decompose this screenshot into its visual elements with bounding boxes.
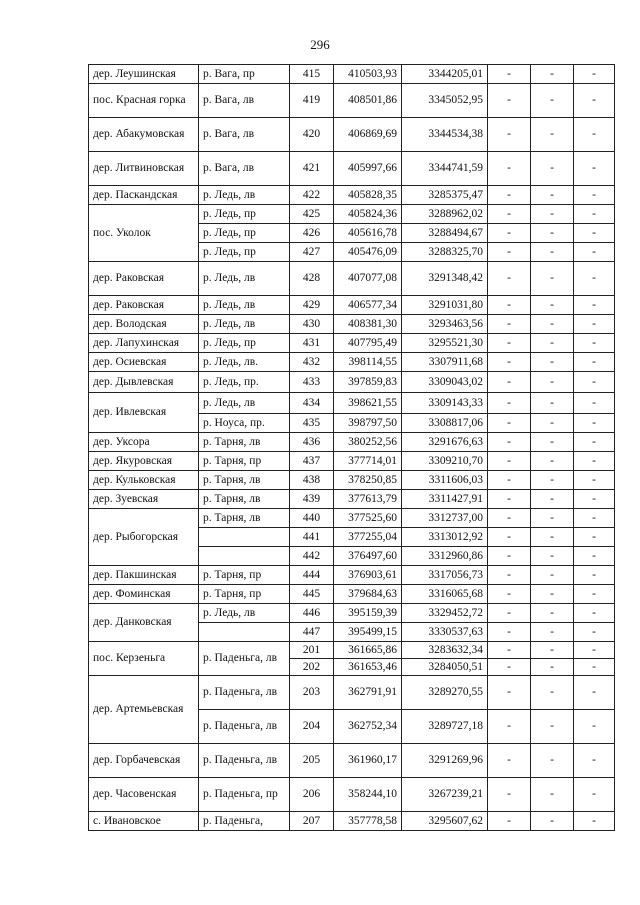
dash-cell: - — [488, 528, 531, 547]
settlement-name-cell: дер. Кульковская — [89, 471, 199, 490]
coordinate-y-cell: 3291676,63 — [402, 433, 488, 452]
dash-cell: - — [574, 676, 615, 710]
coordinate-y-cell: 3284050,51 — [402, 659, 488, 676]
dash-cell: - — [531, 452, 574, 471]
dash-cell: - — [488, 433, 531, 452]
table-row — [89, 642, 615, 659]
dash-cell: - — [488, 152, 531, 186]
dash-cell: - — [531, 744, 574, 778]
settlement-name-cell: пос. Уколок — [89, 205, 199, 262]
table-row — [89, 152, 615, 186]
settlement-name-cell: дер. Дывлевская — [89, 372, 199, 393]
coordinate-x-cell: 376497,60 — [334, 547, 402, 566]
coordinate-y-cell: 3291031,80 — [402, 296, 488, 315]
water-body-cell: р. Тарня, лв — [199, 471, 290, 490]
coordinate-x-cell: 398114,55 — [334, 353, 402, 372]
dash-cell: - — [488, 414, 531, 433]
coordinate-y-cell: 3267239,21 — [402, 778, 488, 812]
point-number-cell: 206 — [290, 778, 334, 812]
dash-cell: - — [574, 414, 615, 433]
dash-cell: - — [488, 566, 531, 585]
point-number-cell: 432 — [290, 353, 334, 372]
coordinate-x-cell: 357778,58 — [334, 812, 402, 831]
dash-cell: - — [488, 710, 531, 744]
settlement-name-cell: дер. Осиевская — [89, 353, 199, 372]
coordinate-x-cell: 405616,78 — [334, 224, 402, 243]
coordinate-y-cell: 3295607,62 — [402, 812, 488, 831]
settlement-name-cell: дер. Лапухинская — [89, 334, 199, 353]
dash-cell: - — [488, 262, 531, 296]
point-number-cell: 419 — [290, 84, 334, 118]
water-body-cell: р. Ледь, пр — [199, 243, 290, 262]
dash-cell: - — [531, 604, 574, 623]
settlement-name-cell: дер. Раковская — [89, 296, 199, 315]
dash-cell: - — [488, 744, 531, 778]
dash-cell: - — [574, 547, 615, 566]
dash-cell: - — [488, 393, 531, 414]
dash-cell: - — [574, 710, 615, 744]
coordinate-x-cell: 405828,35 — [334, 186, 402, 205]
point-number-cell: 437 — [290, 452, 334, 471]
dash-cell: - — [488, 315, 531, 334]
dash-cell: - — [531, 585, 574, 604]
dash-cell: - — [488, 334, 531, 353]
dash-cell: - — [531, 243, 574, 262]
table-row — [89, 452, 615, 471]
dash-cell: - — [488, 84, 531, 118]
dash-cell: - — [488, 623, 531, 642]
point-number-cell: 447 — [290, 623, 334, 642]
table-row — [89, 778, 615, 812]
coordinate-x-cell: 410503,93 — [334, 65, 402, 84]
water-body-cell — [199, 547, 290, 566]
coordinate-y-cell: 3312960,86 — [402, 547, 488, 566]
point-number-cell: 440 — [290, 509, 334, 528]
settlement-name-cell: дер. Ивлевская — [89, 393, 199, 433]
dash-cell: - — [574, 528, 615, 547]
table-row — [89, 812, 615, 831]
dash-cell: - — [531, 812, 574, 831]
dash-cell: - — [531, 471, 574, 490]
dash-cell: - — [531, 334, 574, 353]
water-body-cell: р. Ледь, пр. — [199, 372, 290, 393]
coordinate-x-cell: 358244,10 — [334, 778, 402, 812]
coordinate-x-cell: 379684,63 — [334, 585, 402, 604]
point-number-cell: 207 — [290, 812, 334, 831]
table-row — [89, 65, 615, 84]
coordinate-y-cell: 3317056,73 — [402, 566, 488, 585]
settlements-table — [88, 64, 615, 831]
dash-cell: - — [531, 710, 574, 744]
coordinate-y-cell: 3283632,34 — [402, 642, 488, 659]
point-number-cell: 421 — [290, 152, 334, 186]
water-body-cell: р. Вага, лв — [199, 84, 290, 118]
dash-cell: - — [488, 585, 531, 604]
water-body-cell: р. Ледь, лв — [199, 315, 290, 334]
water-body-cell: р. Тарня, пр — [199, 566, 290, 585]
water-body-cell: р. Тарня, пр — [199, 585, 290, 604]
point-number-cell: 425 — [290, 205, 334, 224]
dash-cell: - — [574, 452, 615, 471]
point-number-cell: 205 — [290, 744, 334, 778]
table-row — [89, 118, 615, 152]
dash-cell: - — [488, 296, 531, 315]
settlement-name-cell: дер. Паскандская — [89, 186, 199, 205]
dash-cell: - — [574, 372, 615, 393]
water-body-cell: р. Ноуса, пр. — [199, 414, 290, 433]
water-body-cell: р. Ледь, лв. — [199, 353, 290, 372]
coordinate-y-cell: 3313012,92 — [402, 528, 488, 547]
dash-cell: - — [574, 262, 615, 296]
dash-cell: - — [574, 315, 615, 334]
coordinate-x-cell: 362791,91 — [334, 676, 402, 710]
dash-cell: - — [574, 84, 615, 118]
point-number-cell: 428 — [290, 262, 334, 296]
water-body-cell: р. Паденьга, лв — [199, 710, 290, 744]
settlement-name-cell: дер. Раковская — [89, 262, 199, 296]
water-body-cell: р. Вага, лв — [199, 118, 290, 152]
coordinate-y-cell: 3344205,01 — [402, 65, 488, 84]
point-number-cell: 439 — [290, 490, 334, 509]
coordinate-x-cell: 361653,46 — [334, 659, 402, 676]
table-row — [89, 604, 615, 623]
point-number-cell: 420 — [290, 118, 334, 152]
dash-cell: - — [574, 778, 615, 812]
coordinate-x-cell: 408381,30 — [334, 315, 402, 334]
table-row — [89, 471, 615, 490]
water-body-cell: р. Паденьга, лв — [199, 676, 290, 710]
dash-cell: - — [488, 353, 531, 372]
dash-cell: - — [531, 547, 574, 566]
point-number-cell: 446 — [290, 604, 334, 623]
table-row — [89, 315, 615, 334]
water-body-cell: р. Ледь, лв — [199, 296, 290, 315]
point-number-cell: 201 — [290, 642, 334, 659]
dash-cell: - — [574, 812, 615, 831]
coordinate-y-cell: 3289727,18 — [402, 710, 488, 744]
dash-cell: - — [531, 490, 574, 509]
dash-cell: - — [574, 334, 615, 353]
point-number-cell: 434 — [290, 393, 334, 414]
coordinate-y-cell: 3295521,30 — [402, 334, 488, 353]
point-number-cell: 427 — [290, 243, 334, 262]
settlement-name-cell: дер. Литвиновская — [89, 152, 199, 186]
settlement-name-cell: дер. Горбачевская — [89, 744, 199, 778]
dash-cell: - — [574, 205, 615, 224]
coordinate-y-cell: 3316065,68 — [402, 585, 488, 604]
point-number-cell: 203 — [290, 676, 334, 710]
coordinate-x-cell: 378250,85 — [334, 471, 402, 490]
dash-cell: - — [574, 65, 615, 84]
coordinate-y-cell: 3309143,33 — [402, 393, 488, 414]
dash-cell: - — [574, 659, 615, 676]
point-number-cell: 430 — [290, 315, 334, 334]
point-number-cell: 438 — [290, 471, 334, 490]
dash-cell: - — [531, 353, 574, 372]
coordinate-y-cell: 3309210,70 — [402, 452, 488, 471]
dash-cell: - — [574, 585, 615, 604]
settlement-name-cell: дер. Володская — [89, 315, 199, 334]
dash-cell: - — [488, 547, 531, 566]
table-row — [89, 205, 615, 224]
table-row — [89, 393, 615, 414]
coordinate-x-cell: 406869,69 — [334, 118, 402, 152]
coordinate-x-cell: 405476,09 — [334, 243, 402, 262]
dash-cell: - — [488, 659, 531, 676]
dash-cell: - — [574, 296, 615, 315]
water-body-cell: р. Тарня, лв — [199, 509, 290, 528]
table-row — [89, 566, 615, 585]
dash-cell: - — [531, 623, 574, 642]
coordinate-y-cell: 3311606,03 — [402, 471, 488, 490]
table-row — [89, 372, 615, 393]
dash-cell: - — [574, 224, 615, 243]
table-row — [89, 433, 615, 452]
coordinate-y-cell: 3291348,42 — [402, 262, 488, 296]
point-number-cell: 431 — [290, 334, 334, 353]
coordinate-x-cell: 397859,83 — [334, 372, 402, 393]
coordinate-y-cell: 3293463,56 — [402, 315, 488, 334]
dash-cell: - — [531, 566, 574, 585]
dash-cell: - — [488, 509, 531, 528]
coordinate-x-cell: 361960,17 — [334, 744, 402, 778]
dash-cell: - — [574, 744, 615, 778]
water-body-cell: р. Ледь, лв — [199, 262, 290, 296]
point-number-cell: 433 — [290, 372, 334, 393]
page-number: 296 — [310, 37, 330, 52]
point-number-cell: 442 — [290, 547, 334, 566]
dash-cell: - — [531, 778, 574, 812]
dash-cell: - — [574, 186, 615, 205]
table-row — [89, 585, 615, 604]
dash-cell: - — [531, 262, 574, 296]
dash-cell: - — [488, 471, 531, 490]
dash-cell: - — [488, 372, 531, 393]
table-row — [89, 296, 615, 315]
point-number-cell: 426 — [290, 224, 334, 243]
point-number-cell: 441 — [290, 528, 334, 547]
dash-cell: - — [488, 118, 531, 152]
point-number-cell: 444 — [290, 566, 334, 585]
coordinate-y-cell: 3285375,47 — [402, 186, 488, 205]
coordinate-x-cell: 380252,56 — [334, 433, 402, 452]
point-number-cell: 445 — [290, 585, 334, 604]
dash-cell: - — [574, 623, 615, 642]
settlement-name-cell: пос. Керзеньга — [89, 642, 199, 676]
water-body-cell: р. Паденьга, пр — [199, 778, 290, 812]
dash-cell: - — [574, 152, 615, 186]
dash-cell: - — [531, 315, 574, 334]
water-body-cell: р. Ледь, пр — [199, 334, 290, 353]
dash-cell: - — [574, 243, 615, 262]
coordinate-y-cell: 3288325,70 — [402, 243, 488, 262]
point-number-cell: 429 — [290, 296, 334, 315]
coordinate-y-cell: 3312737,00 — [402, 509, 488, 528]
dash-cell: - — [574, 509, 615, 528]
dash-cell: - — [531, 84, 574, 118]
coordinate-x-cell: 406577,34 — [334, 296, 402, 315]
coordinate-x-cell: 407795,49 — [334, 334, 402, 353]
water-body-cell: р. Паденьга, лв — [199, 642, 290, 676]
point-number-cell: 204 — [290, 710, 334, 744]
dash-cell: - — [531, 205, 574, 224]
dash-cell: - — [531, 509, 574, 528]
table-row — [89, 353, 615, 372]
dash-cell: - — [574, 353, 615, 372]
settlement-name-cell: дер. Зуевская — [89, 490, 199, 509]
dash-cell: - — [531, 296, 574, 315]
water-body-cell: р. Тарня, лв — [199, 433, 290, 452]
coordinate-x-cell: 405997,66 — [334, 152, 402, 186]
water-body-cell: р. Тарня, лв — [199, 490, 290, 509]
coordinate-y-cell: 3311427,91 — [402, 490, 488, 509]
coordinate-x-cell: 398797,50 — [334, 414, 402, 433]
dash-cell: - — [488, 778, 531, 812]
dash-cell: - — [531, 642, 574, 659]
dash-cell: - — [488, 205, 531, 224]
dash-cell: - — [574, 642, 615, 659]
table-row — [89, 744, 615, 778]
dash-cell: - — [488, 642, 531, 659]
dash-cell: - — [488, 812, 531, 831]
water-body-cell: р. Ледь, пр — [199, 224, 290, 243]
dash-cell: - — [531, 224, 574, 243]
dash-cell: - — [488, 186, 531, 205]
coordinate-x-cell: 398621,55 — [334, 393, 402, 414]
dash-cell: - — [531, 186, 574, 205]
dash-cell: - — [488, 604, 531, 623]
water-body-cell: р. Ледь, пр — [199, 205, 290, 224]
coordinate-x-cell: 377255,04 — [334, 528, 402, 547]
dash-cell: - — [531, 393, 574, 414]
settlement-name-cell: дер. Пакшинская — [89, 566, 199, 585]
dash-cell: - — [531, 528, 574, 547]
water-body-cell: р. Паденьга, — [199, 812, 290, 831]
table-row — [89, 262, 615, 296]
water-body-cell: р. Ледь, лв — [199, 393, 290, 414]
water-body-cell — [199, 623, 290, 642]
dash-cell: - — [574, 118, 615, 152]
coordinate-x-cell: 405824,36 — [334, 205, 402, 224]
settlement-name-cell: дер. Артемьевская — [89, 676, 199, 744]
coordinate-y-cell: 3289270,55 — [402, 676, 488, 710]
settlement-name-cell: дер. Якуровская — [89, 452, 199, 471]
coordinate-x-cell: 395159,39 — [334, 604, 402, 623]
point-number-cell: 422 — [290, 186, 334, 205]
dash-cell: - — [488, 452, 531, 471]
coordinate-y-cell: 3344534,38 — [402, 118, 488, 152]
coordinate-y-cell: 3309043,02 — [402, 372, 488, 393]
settlement-name-cell: с. Ивановское — [89, 812, 199, 831]
dash-cell: - — [488, 65, 531, 84]
coordinate-y-cell: 3344741,59 — [402, 152, 488, 186]
table-row — [89, 509, 615, 528]
coordinate-x-cell: 377525,60 — [334, 509, 402, 528]
dash-cell: - — [531, 65, 574, 84]
water-body-cell — [199, 528, 290, 547]
water-body-cell: р. Ледь, лв — [199, 604, 290, 623]
dash-cell: - — [531, 433, 574, 452]
dash-cell: - — [488, 490, 531, 509]
coordinate-y-cell: 3345052,95 — [402, 84, 488, 118]
point-number-cell: 202 — [290, 659, 334, 676]
coordinate-x-cell: 362752,34 — [334, 710, 402, 744]
settlement-name-cell: дер. Фоминская — [89, 585, 199, 604]
dash-cell: - — [531, 414, 574, 433]
dash-cell: - — [488, 676, 531, 710]
coordinate-y-cell: 3330537,63 — [402, 623, 488, 642]
dash-cell: - — [531, 676, 574, 710]
coordinate-x-cell: 377613,79 — [334, 490, 402, 509]
water-body-cell: р. Паденьга, лв — [199, 744, 290, 778]
settlement-name-cell: дер. Часовенская — [89, 778, 199, 812]
table-row — [89, 334, 615, 353]
dash-cell: - — [574, 604, 615, 623]
point-number-cell: 435 — [290, 414, 334, 433]
water-body-cell: р. Вага, пр — [199, 65, 290, 84]
coordinate-y-cell: 3307911,68 — [402, 353, 488, 372]
dash-cell: - — [488, 224, 531, 243]
water-body-cell: р. Вага, лв — [199, 152, 290, 186]
coordinate-x-cell: 407077,08 — [334, 262, 402, 296]
table-row — [89, 84, 615, 118]
water-body-cell: р. Тарня, пр — [199, 452, 290, 471]
coordinate-x-cell: 361665,86 — [334, 642, 402, 659]
coordinate-x-cell: 377714,01 — [334, 452, 402, 471]
dash-cell: - — [574, 471, 615, 490]
water-body-cell: р. Ледь, лв — [199, 186, 290, 205]
coordinate-y-cell: 3308817,06 — [402, 414, 488, 433]
dash-cell: - — [531, 118, 574, 152]
coordinate-x-cell: 395499,15 — [334, 623, 402, 642]
settlement-name-cell: дер. Абакумовская — [89, 118, 199, 152]
table-row — [89, 676, 615, 710]
settlement-name-cell: дер. Данковская — [89, 604, 199, 642]
dash-cell: - — [574, 433, 615, 452]
dash-cell: - — [531, 152, 574, 186]
coordinate-x-cell: 376903,61 — [334, 566, 402, 585]
coordinate-y-cell: 3329452,72 — [402, 604, 488, 623]
point-number-cell: 415 — [290, 65, 334, 84]
settlement-name-cell: дер. Рыбогорская — [89, 509, 199, 566]
coordinate-y-cell: 3291269,96 — [402, 744, 488, 778]
settlement-name-cell: пос. Красная горка — [89, 84, 199, 118]
point-number-cell: 436 — [290, 433, 334, 452]
table-row — [89, 186, 615, 205]
coordinate-y-cell: 3288494,67 — [402, 224, 488, 243]
coordinate-y-cell: 3288962,02 — [402, 205, 488, 224]
dash-cell: - — [574, 393, 615, 414]
settlement-name-cell: дер. Уксора — [89, 433, 199, 452]
settlement-name-cell: дер. Леушинская — [89, 65, 199, 84]
dash-cell: - — [574, 490, 615, 509]
dash-cell: - — [488, 243, 531, 262]
dash-cell: - — [574, 566, 615, 585]
dash-cell: - — [531, 372, 574, 393]
coordinate-x-cell: 408501,86 — [334, 84, 402, 118]
table-row — [89, 490, 615, 509]
dash-cell: - — [531, 659, 574, 676]
